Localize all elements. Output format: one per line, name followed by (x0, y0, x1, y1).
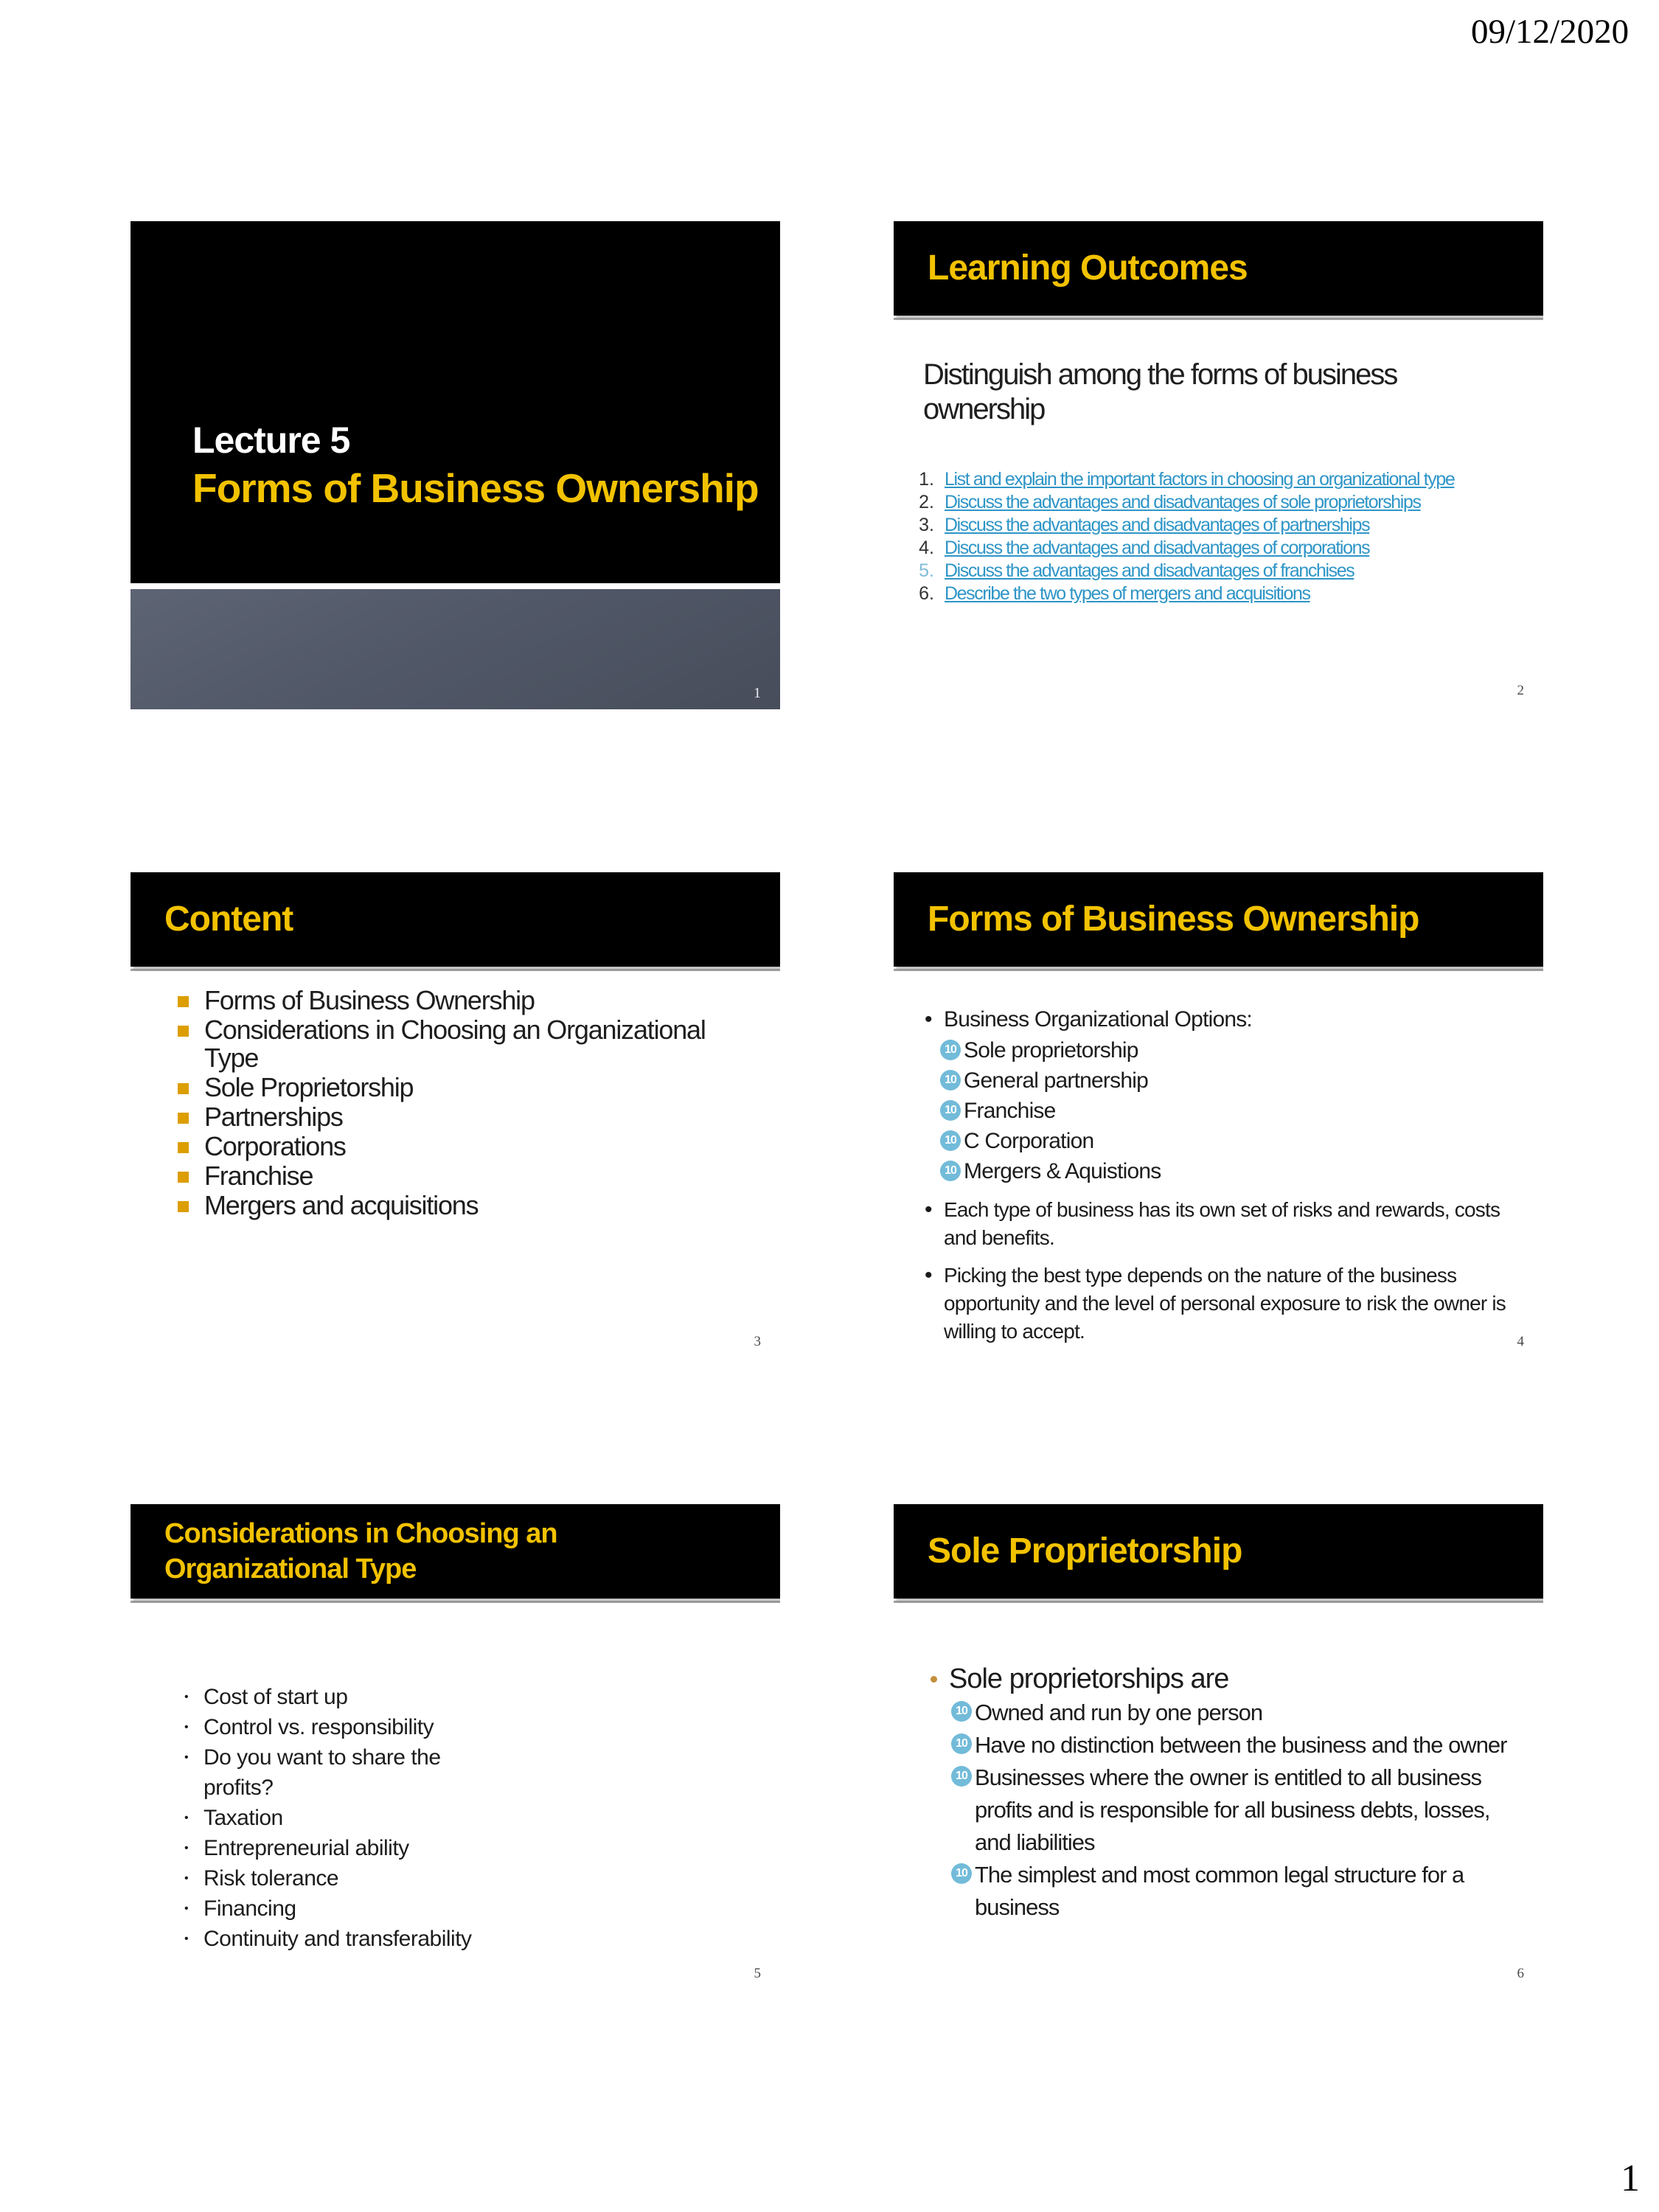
dot-bullet-icon: • (184, 1751, 189, 1764)
slide-title-bar (131, 872, 780, 967)
list-item (184, 1863, 780, 1893)
list-item (178, 1074, 780, 1102)
slide-3-content (131, 872, 780, 1360)
list-item (184, 1893, 780, 1924)
list-item-text: Mergers and acquisitions (204, 1190, 479, 1220)
list-item (184, 1833, 780, 1863)
page-date: 09/12/2020 (1471, 13, 1630, 51)
list-item (184, 1712, 780, 1742)
circled-10-bullet-icon: 10 (951, 1766, 972, 1787)
list-item (184, 1924, 780, 1954)
list-item (894, 537, 1543, 560)
list-item (925, 1262, 1543, 1346)
list-item (178, 1133, 780, 1161)
content-list (178, 987, 780, 1220)
list-item-text: Risk tolerance (204, 1866, 339, 1891)
list-item-text: Corporations (204, 1131, 346, 1161)
slide-title-bar (894, 872, 1543, 967)
circled-10-bullet-icon: 10 (940, 1070, 961, 1091)
option-text: Businesses where the owner is entitled to all business profits and is responsible for all business debts, losses, and liabilities (975, 1764, 1490, 1855)
list-item-text: Forms of Business Ownership (204, 985, 535, 1015)
list-item-text: Considerations in Choosing an Organizational Type (204, 1015, 706, 1073)
small-dot-bullet-icon (931, 1676, 937, 1683)
page-number: 1 (1621, 2157, 1640, 2199)
list-number: 5. (919, 560, 934, 581)
list-item-text: Cost of start up (204, 1685, 348, 1709)
list-item-text: Sole Proprietorship (204, 1072, 414, 1102)
list-item-text: Taxation (204, 1806, 283, 1830)
slide-number: 6 (1517, 1966, 1524, 1981)
outcome-link[interactable]: Discuss the advantages and disadvantages of corporations (945, 538, 1370, 558)
slide-number: 4 (1517, 1334, 1524, 1349)
circled-10-bullet-icon: 10 (940, 1130, 961, 1151)
lecture-title: Lecture 5 (192, 420, 350, 461)
option-text: Owned and run by one person (975, 1700, 1263, 1725)
square-bullet-icon (178, 1142, 189, 1153)
slide-number: 3 (754, 1334, 761, 1349)
divider (131, 967, 780, 976)
list-item (894, 491, 1543, 514)
title-slide-black-panel (131, 221, 780, 583)
list-item (940, 1035, 1543, 1065)
title-slide-footer-band (131, 589, 780, 709)
slide-title: Content (164, 899, 293, 939)
list-item (925, 1004, 1543, 1035)
list-number: 2. (919, 492, 934, 512)
point-text: Each type of business has its own set of risks and rewards, costs and benefits. (944, 1198, 1500, 1249)
slide-number: 1 (754, 685, 761, 701)
list-item (184, 1742, 780, 1803)
list-item-text: Entrepreneurial ability (204, 1836, 409, 1860)
dot-bullet-icon: • (925, 1263, 932, 1287)
list-item (178, 1103, 780, 1131)
point-text: Picking the best type depends on the nature of the business opportunity and the level of personal exposure to risk the owner is willing to accept. (944, 1264, 1506, 1343)
slide-number: 5 (754, 1966, 761, 1981)
list-item (184, 1682, 780, 1712)
divider (131, 1599, 780, 1608)
list-item-text: Partnerships (204, 1102, 343, 1132)
list-item (178, 987, 780, 1015)
lead-text: Sole proprietorships are (949, 1663, 1229, 1694)
list-item-text: Continuity and transferability (204, 1927, 472, 1951)
dot-bullet-icon: • (925, 1007, 932, 1032)
square-bullet-icon (178, 1172, 189, 1183)
list-item (894, 468, 1543, 491)
list-item (925, 1196, 1543, 1252)
slide-title: Learning Outcomes (928, 248, 1248, 288)
option-text: Sole proprietorship (964, 1038, 1138, 1062)
list-item (940, 1156, 1543, 1186)
dot-bullet-icon: • (184, 1872, 189, 1885)
lecture-subtitle: Forms of Business Ownership (192, 465, 759, 511)
considerations-list (184, 1682, 780, 1954)
slide-title: Considerations in Choosing an Organizational Type (164, 1518, 557, 1585)
option-text: Franchise (964, 1099, 1056, 1123)
list-number: 1. (919, 469, 934, 490)
dot-bullet-icon: • (184, 1842, 189, 1854)
dot-bullet-icon: • (184, 1902, 189, 1915)
option-text: Mergers & Aquistions (964, 1159, 1161, 1183)
dot-bullet-icon: • (184, 1933, 189, 1945)
list-item (184, 1803, 780, 1833)
list-item (951, 1729, 1543, 1761)
option-text: General partnership (964, 1068, 1148, 1093)
outcome-link[interactable]: Discuss the advantages and disadvantages of sole proprietorships (945, 492, 1421, 512)
slide-1-title (131, 221, 780, 709)
slide-title: Sole Proprietorship (928, 1531, 1242, 1571)
square-bullet-icon (178, 1113, 189, 1124)
outcome-link[interactable]: Describe the two types of mergers and acquisitions (945, 583, 1310, 604)
list-item (940, 1065, 1543, 1096)
circled-10-bullet-icon: 10 (940, 1100, 961, 1121)
circled-10-bullet-icon: 10 (951, 1733, 972, 1754)
circled-10-bullet-icon: 10 (951, 1701, 972, 1722)
square-bullet-icon (178, 1026, 189, 1037)
dot-bullet-icon: • (184, 1812, 189, 1824)
slide-title-bar (894, 1504, 1543, 1599)
list-item-text: Financing (204, 1896, 296, 1921)
list-item (940, 1096, 1543, 1126)
slide-title: Forms of Business Ownership (928, 899, 1419, 939)
list-item-text: Control vs. responsibility (204, 1715, 434, 1739)
lead-text: Business Organizational Options: (944, 1007, 1252, 1032)
square-bullet-icon (178, 1083, 189, 1094)
slide-title-bar (131, 1504, 780, 1599)
list-item (894, 582, 1543, 605)
list-item (951, 1697, 1543, 1729)
list-item (178, 1192, 780, 1220)
option-text: The simplest and most common legal structure for a business (975, 1862, 1464, 1920)
divider (894, 967, 1543, 976)
dot-bullet-icon: • (184, 1721, 189, 1733)
dot-bullet-icon: • (925, 1197, 932, 1222)
list-item (951, 1761, 1543, 1859)
list-item (178, 1016, 780, 1072)
option-text: Have no distinction between the business and the owner (975, 1732, 1507, 1758)
list-item (951, 1859, 1543, 1924)
slide-lead-text: Distinguish among the forms of business ownership (923, 358, 1397, 425)
slide-body (925, 1004, 1543, 1346)
slide-2-learning-outcomes (894, 221, 1543, 709)
circled-10-bullet-icon: 10 (940, 1040, 961, 1060)
option-text: C Corporation (964, 1129, 1094, 1153)
slide-title-bar (894, 221, 1543, 316)
list-number: 4. (919, 538, 934, 558)
list-item (894, 514, 1543, 537)
list-item (940, 1126, 1543, 1156)
circled-10-bullet-icon: 10 (951, 1863, 972, 1884)
divider (894, 1599, 1543, 1608)
slide-4-forms-of-business-ownership (894, 872, 1543, 1360)
square-bullet-icon (178, 1201, 189, 1212)
outcome-link[interactable]: Discuss the advantages and disadvantages of franchises (945, 560, 1354, 581)
outcomes-list (894, 468, 1543, 605)
outcome-link[interactable]: List and explain the important factors in choosing an organizational type (945, 469, 1455, 490)
slide-5-considerations (131, 1504, 780, 1992)
divider (131, 583, 780, 589)
slide-number: 2 (1517, 683, 1524, 698)
divider (894, 316, 1543, 325)
list-item (178, 1162, 780, 1190)
list-number: 6. (919, 583, 934, 604)
slide-body (931, 1661, 1543, 1924)
dot-bullet-icon: • (184, 1691, 189, 1703)
outcome-link[interactable]: Discuss the advantages and disadvantages of partnerships (945, 515, 1370, 535)
list-item (931, 1661, 1543, 1697)
circled-10-bullet-icon: 10 (940, 1161, 961, 1181)
list-item (894, 560, 1543, 582)
list-number: 3. (919, 515, 934, 535)
slide-6-sole-proprietorship (894, 1504, 1543, 1992)
list-item-text: Franchise (204, 1161, 313, 1191)
square-bullet-icon (178, 996, 189, 1007)
list-item-text: Do you want to share the profits? (204, 1745, 441, 1800)
